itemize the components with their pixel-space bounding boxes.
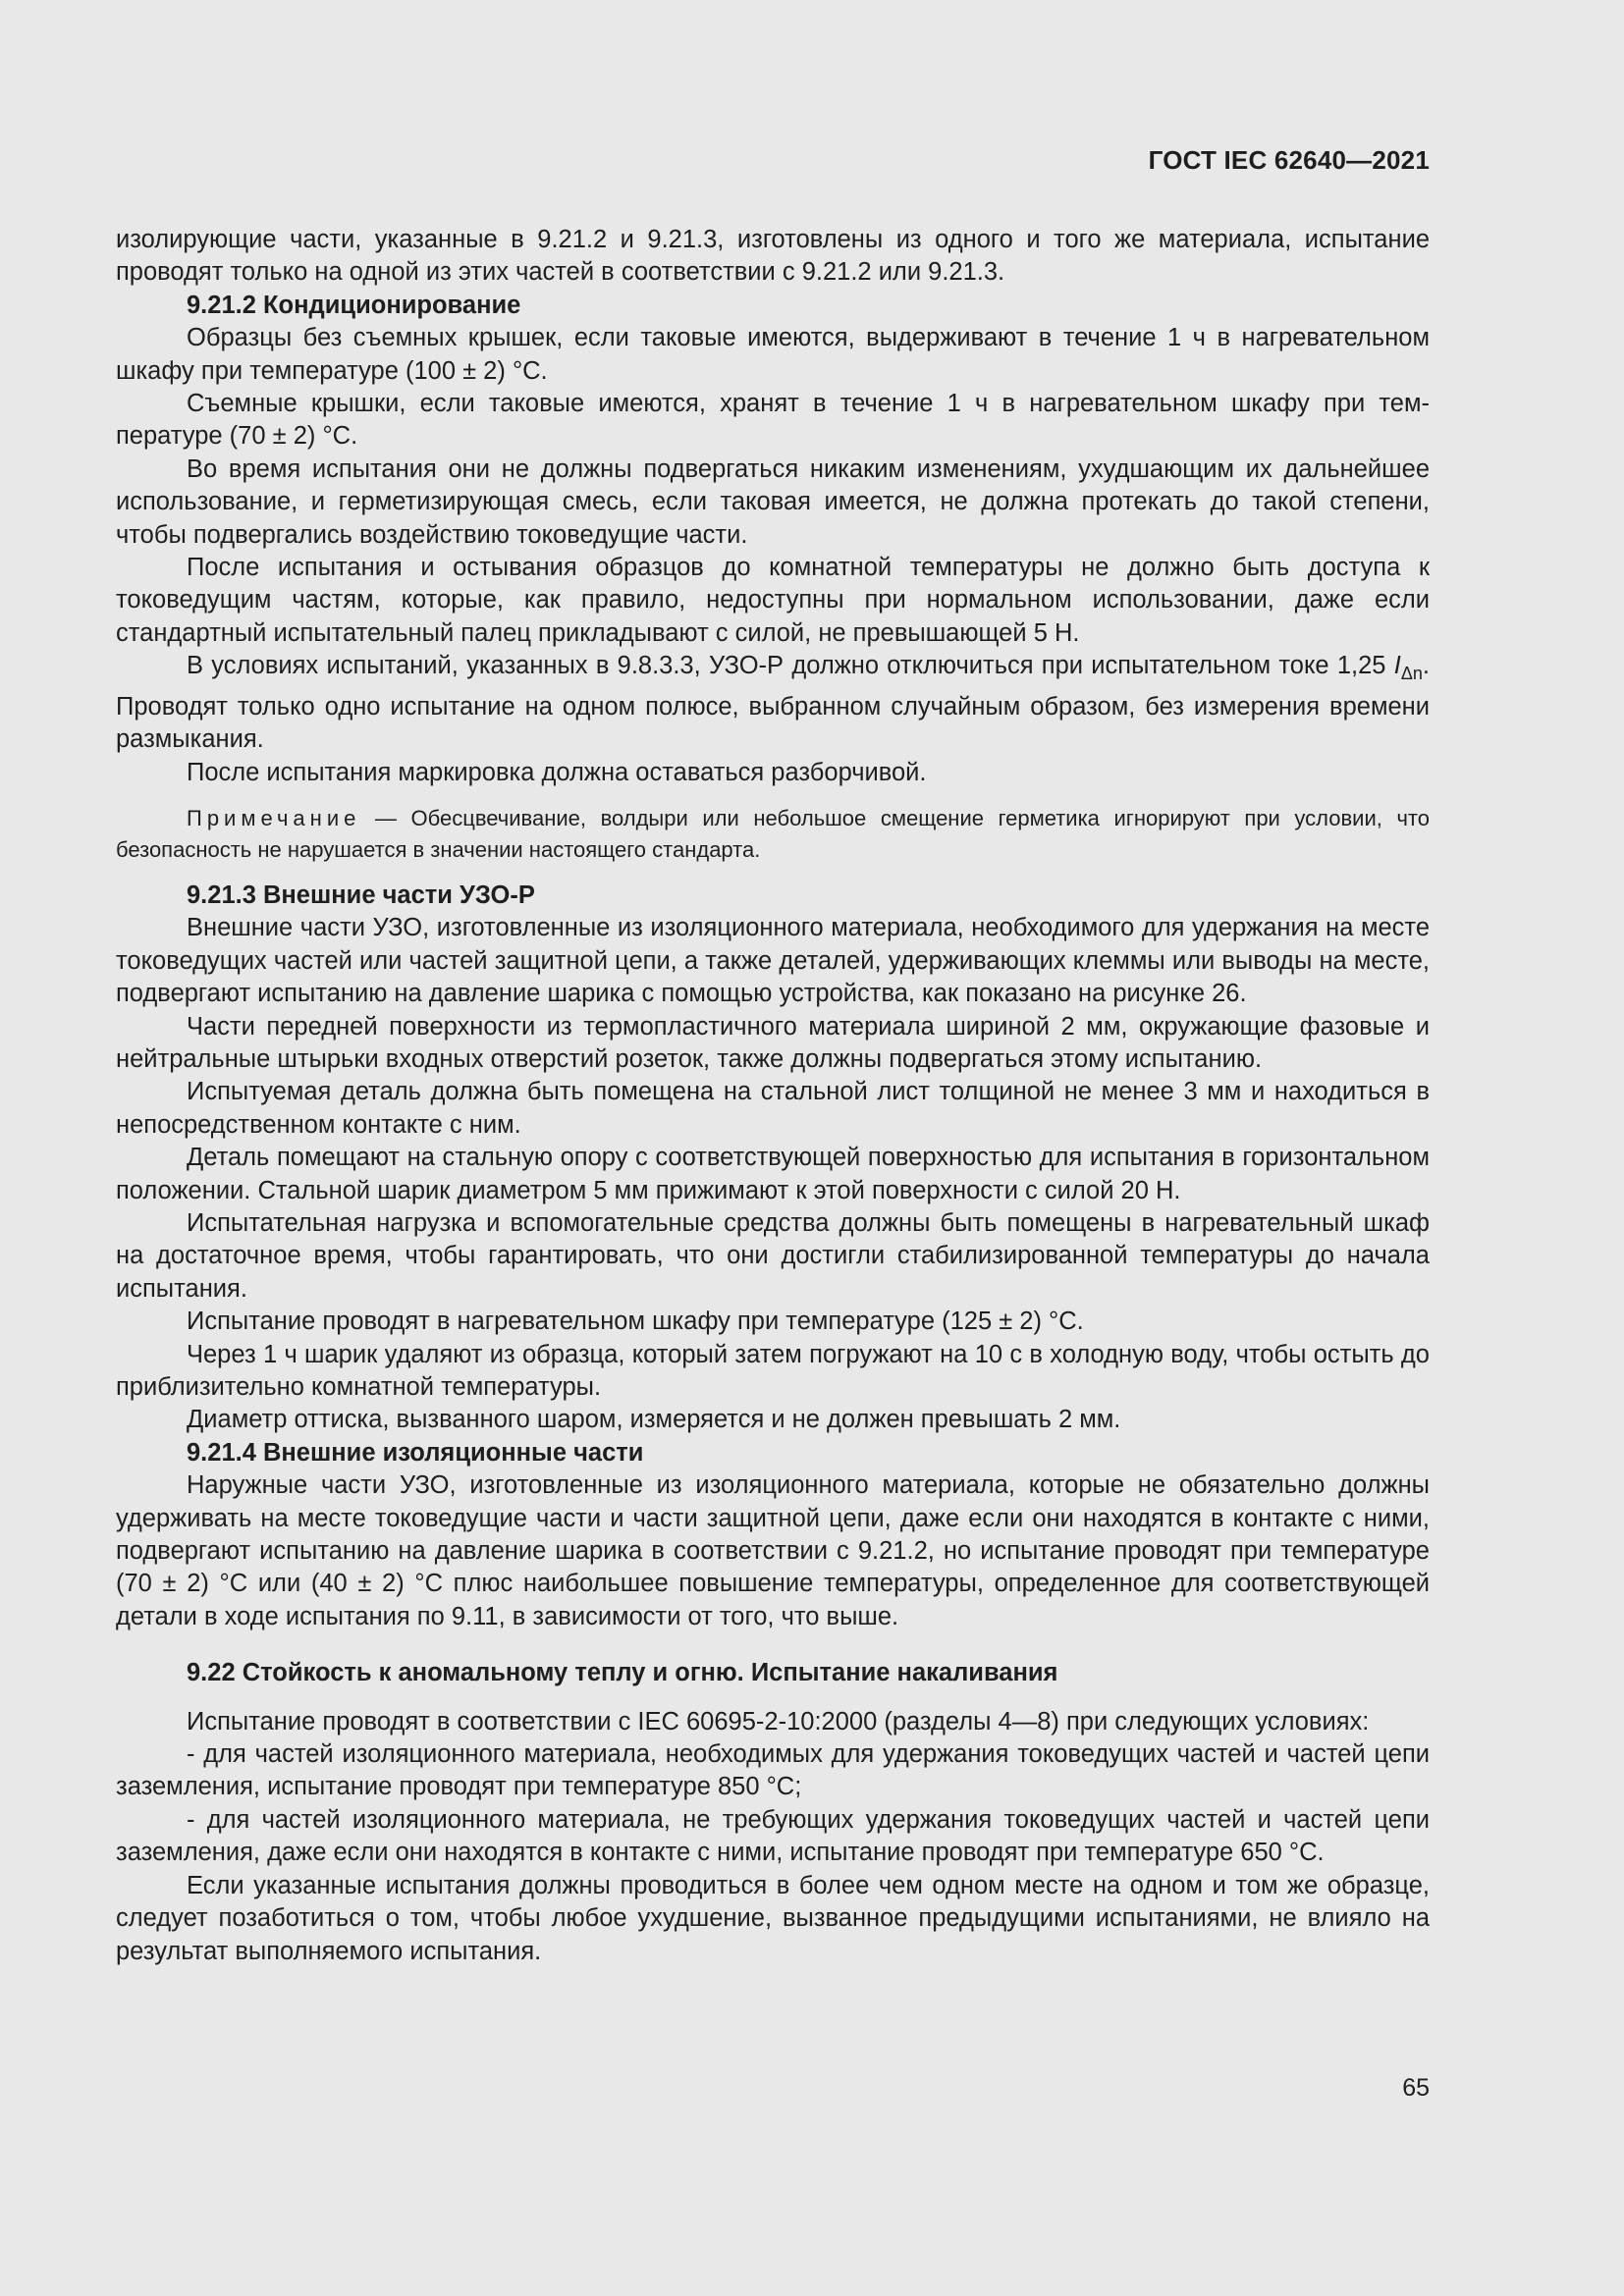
section-heading-9-21-3: 9.21.3 Внешние части УЗО-Р (187, 881, 535, 909)
paragraph: Диаметр оттиска, вызванного шаром, измеряется и не должен превышать 2 мм. (187, 1406, 1121, 1434)
list-item: - для частей изоляционного материала, необходимых для удержания токоведущих частей и частей цепи заземления, испытание проводят при температуре 850 °С; (116, 1740, 1430, 1801)
list-item: - для частей изоляционного материала, не требующих удержания токоведущих частей и частей цепи заземления, даже если они находятся в контакте с ними, испытание проводят при температуре 650 °С. (116, 1805, 1430, 1867)
paragraph: Испытание проводят в нагревательном шкафу при температуре (125 ± 2) °С. (187, 1308, 1084, 1336)
current-symbol: I (1393, 652, 1401, 680)
page-number: 65 (1402, 2074, 1430, 2102)
paragraph: После испытания маркировка должна оставаться разборчивой. (187, 758, 927, 786)
note-label: Примечание (187, 805, 361, 830)
paragraph: Испытательная нагрузка и вспомогательные средства должны быть помещены в нагревательный шкаф на достаточное время, чтобы гарантировать, что они достигли стабилизированной температуры до начала испытания. (116, 1208, 1430, 1303)
note (116, 803, 1430, 866)
paragraph: Через 1 ч шарик удаляют из образца, который затем погружают на 10 с в холодную воду, чтобы остыть до приблизительно комнатной температуры. (116, 1340, 1430, 1401)
paragraph: Наружные части УЗО, изготовленные из изоляционного материала, которые не обязательно должны удерживать на месте токоведущие части и части защитной цепи, даже если они находятся в контакте с ними, подвергают испытанию на давление шарика в соответствии с 9.21.2, но испытание проводят при температуре (70 ± 2) °С или (40 ± 2) °С плюс наибольшее повышение температуры, определенное для соответствующей детали в ходе испытания по 9.11, в зависимости от того, что выше. (116, 1471, 1430, 1630)
note-text: — Обесцвечивание, волдыри или небольшое смещение герметика игнорируют при условии, что безопасность не нарушается в значении настоящего стандарта. (116, 805, 1430, 862)
paragraph: Образцы без съемных крышек, если таковые имеются, выдерживают в течение 1 ч в нагревательном шкафу при температуре (100 ± 2) °С. (116, 324, 1430, 385)
section-heading-9-21-4: 9.21.4 Внешние изоляционные части (187, 1438, 644, 1467)
paragraph: Испытание проводят в соответствии с IEC 60695-2-10:2000 (разделы 4—8) при следующих условиях: (187, 1707, 1370, 1735)
current-subscript: Δn (1400, 664, 1423, 684)
paragraph: После испытания и остывания образцов до комнатной температуры не должно быть доступа к токоведущим частям, которые, как правило, недоступны при нормальном использовании, даже если стандартный испытательный палец прикладывают с силой, не превышающей 5 Н. (116, 554, 1430, 647)
text-run: В условиях испытаний, указанных в 9.8.3.3, УЗО-Р должно отключиться при испытательном токе 1,25 (187, 652, 1394, 680)
paragraph: Если указанные испытания должны проводиться в более чем одном месте на одном и том же образце, следует позаботиться о том, чтобы любое ухудшение, вызванное предыдущими испытаниями, не влияло на результат выполняемого испытания. (116, 1871, 1430, 1965)
paragraph: Деталь помещают на стальную опору с соответствующей поверхностью для испытания в горизонтальном положении. Стальной шарик диаметром 5 мм прижимают к этой поверхности с силой 20 Н. (116, 1144, 1430, 1204)
paragraph: Внешние части УЗО, изготовленные из изоляционного материала, необходимого для удержания на месте токоведущих частей или частей защитной цепи, а также деталей, удерживающих клеммы или выводы на месте, подвергают испытанию на давление шарика с помощью устройства, как показано на рисунке 26. (116, 914, 1430, 1008)
paragraph-trip-current (116, 650, 1430, 756)
text-run: . Проводят только одно испытание на одном полюсе, выбранном случайным образом, без измерения времени размыкания. (116, 652, 1430, 754)
paragraph-intro: изолирующие части, указанные в 9.21.2 и 9.21.3, изготовлены из одного и того же материала, испытание проводят только на одной из этих частей в соответствии с 9.21.2 или 9.21.3. (116, 226, 1430, 287)
paragraph: Части передней поверхности из термопластичного материала шириной 2 мм, окружающие фазовые и нейтральные штырьки входных отверстий розеток, также должны подвергаться этому испытанию. (116, 1012, 1430, 1073)
document-body (116, 224, 1430, 1968)
document-header-id: ГОСТ IEC 62640—2021 (1148, 145, 1430, 175)
paragraph: Съемные крышки, если таковые имеются, хранят в течение 1 ч в нагревательном шкафу при температуре (70 ± 2) °С. (116, 390, 1430, 451)
paragraph: Испытуемая деталь должна быть помещена на стальной лист толщиной не менее 3 мм и находиться в непосредственном контакте с ним. (116, 1078, 1430, 1139)
paragraph: Во время испытания они не должны подвергаться никаким изменениям, ухудшающим их дальнейшее использование, и герметизирующая смесь, если таковая имеется, не должна протекать до такой степени, чтобы подвергались воздействию токоведущие части. (116, 454, 1430, 549)
section-heading-9-21-2: 9.21.2 Кондиционирование (187, 291, 521, 319)
section-heading-9-22: 9.22 Стойкость к аномальному теплу и огню. Испытание накаливания (187, 1659, 1058, 1687)
